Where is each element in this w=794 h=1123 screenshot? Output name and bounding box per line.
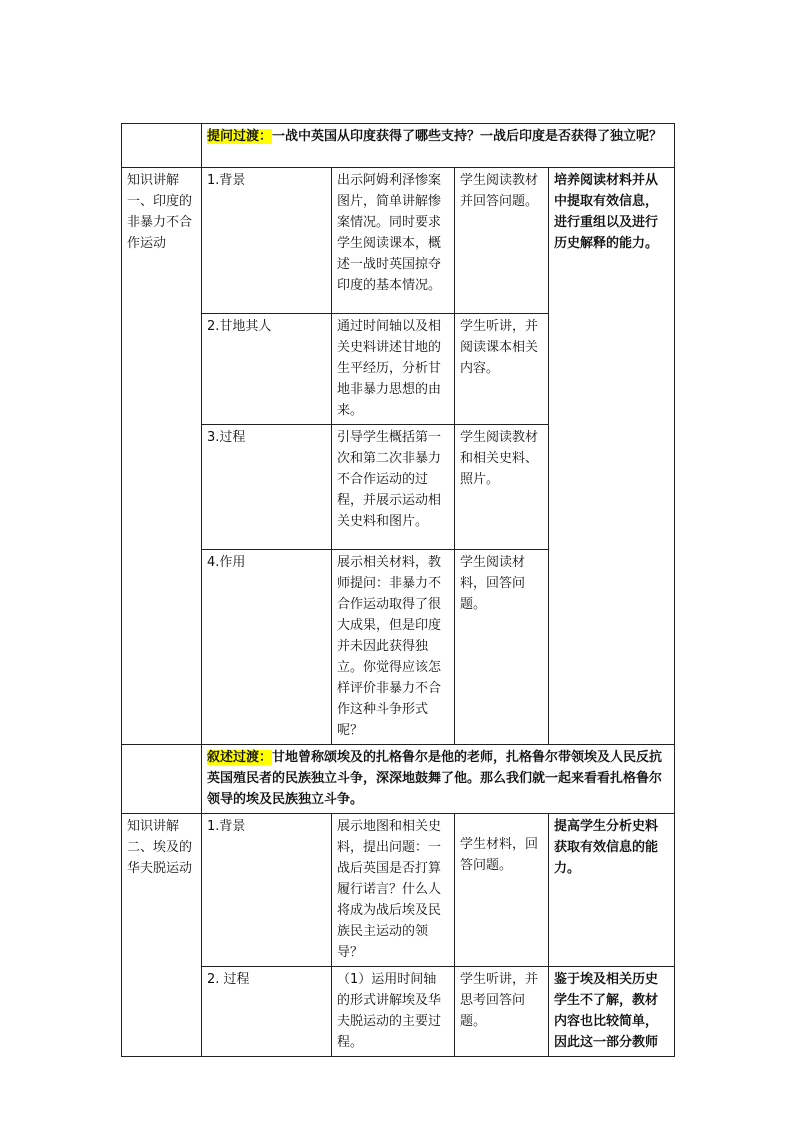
transition-cell-1 bbox=[202, 124, 675, 168]
section1-title: 知识讲解一、印度的非暴力不合作运动 bbox=[122, 168, 202, 745]
section1-row-background bbox=[122, 168, 675, 314]
teacher-activity-cell: 展示相关材料，教师提问：非暴力不合作运动取得了很大成果，但是印度并未因此获得独立。你觉得应该怎样评价非暴力不合作这种斗争形式呢？ bbox=[332, 550, 455, 745]
student-activity-cell: 学生听讲，并阅读课本相关内容。 bbox=[455, 314, 549, 425]
transition-row-2 bbox=[122, 745, 675, 814]
transition-text-2: 甘地曾称颂埃及的扎格鲁尔是他的老师，扎格鲁尔带领埃及人民反抗英国殖民者的民族独立斗争，深深地鼓舞了他。那么我们就一起来看看扎格鲁尔领导的埃及民族独立斗争。 bbox=[207, 750, 663, 807]
step-cell: 4.作用 bbox=[202, 550, 332, 745]
student-activity-cell: 学生听讲，并思考回答问题。 bbox=[455, 967, 549, 1057]
transition-text-1: 一战中英国从印度获得了哪些支持？一战后印度是否获得了独立呢？ bbox=[272, 129, 663, 144]
section2-title: 知识讲解二、埃及的华夫脱运动 bbox=[122, 814, 202, 1057]
student-activity-cell: 学生阅读教材并回答问题。 bbox=[455, 168, 549, 314]
step-cell: 2. 过程 bbox=[202, 967, 332, 1057]
transition-cell-2 bbox=[202, 745, 675, 814]
step-cell: 2.甘地其人 bbox=[202, 314, 332, 425]
transition-row-1 bbox=[122, 124, 675, 168]
teacher-activity-cell: 通过时间轴以及相关史料讲述甘地的生平经历，分析甘地非暴力思想的由来。 bbox=[332, 314, 455, 425]
section2-row-process bbox=[122, 967, 675, 1057]
teacher-activity-cell: 展示地图和相关史料，提出问题：一战后英国是否打算履行诺言？什么人将成为战后埃及民族民主运动的领导？ bbox=[332, 814, 455, 967]
section1-goal: 培养阅读材料并从中提取有效信息，进行重组以及进行历史解释的能力。 bbox=[549, 168, 675, 745]
step-cell: 1.背景 bbox=[202, 168, 332, 314]
teacher-activity-cell: （1）运用时间轴的形式讲解埃及华夫脱运动的主要过程。 bbox=[332, 967, 455, 1057]
lesson-plan-table bbox=[121, 123, 675, 1057]
empty-cell bbox=[122, 745, 202, 814]
student-activity-cell: 学生阅读教材和相关史料、照片。 bbox=[455, 425, 549, 550]
teacher-activity-cell: 出示阿姆利泽惨案图片，简单讲解惨案情况。同时要求学生阅读课本，概述一战时英国掠夺印度的基本情况。 bbox=[332, 168, 455, 314]
transition-label-1: 提问过渡： bbox=[207, 129, 273, 144]
section2-goal-1: 提高学生分析史料获取有效信息的能力。 bbox=[549, 814, 675, 967]
student-activity-cell: 学生材料，回答问题。 bbox=[455, 814, 549, 967]
step-cell: 1.背景 bbox=[202, 814, 332, 967]
section2-goal-2: 鉴于埃及相关历史学生不了解，教材内容也比较简单，因此这一部分教师 bbox=[549, 967, 675, 1057]
section2-row-background bbox=[122, 814, 675, 967]
transition-label-2: 叙述过渡： bbox=[207, 750, 273, 765]
empty-cell bbox=[122, 124, 202, 168]
student-activity-cell: 学生阅读材料，回答问题。 bbox=[455, 550, 549, 745]
step-cell: 3.过程 bbox=[202, 425, 332, 550]
teacher-activity-cell: 引导学生概括第一次和第二次非暴力不合作运动的过程，并展示运动相关史料和图片。 bbox=[332, 425, 455, 550]
